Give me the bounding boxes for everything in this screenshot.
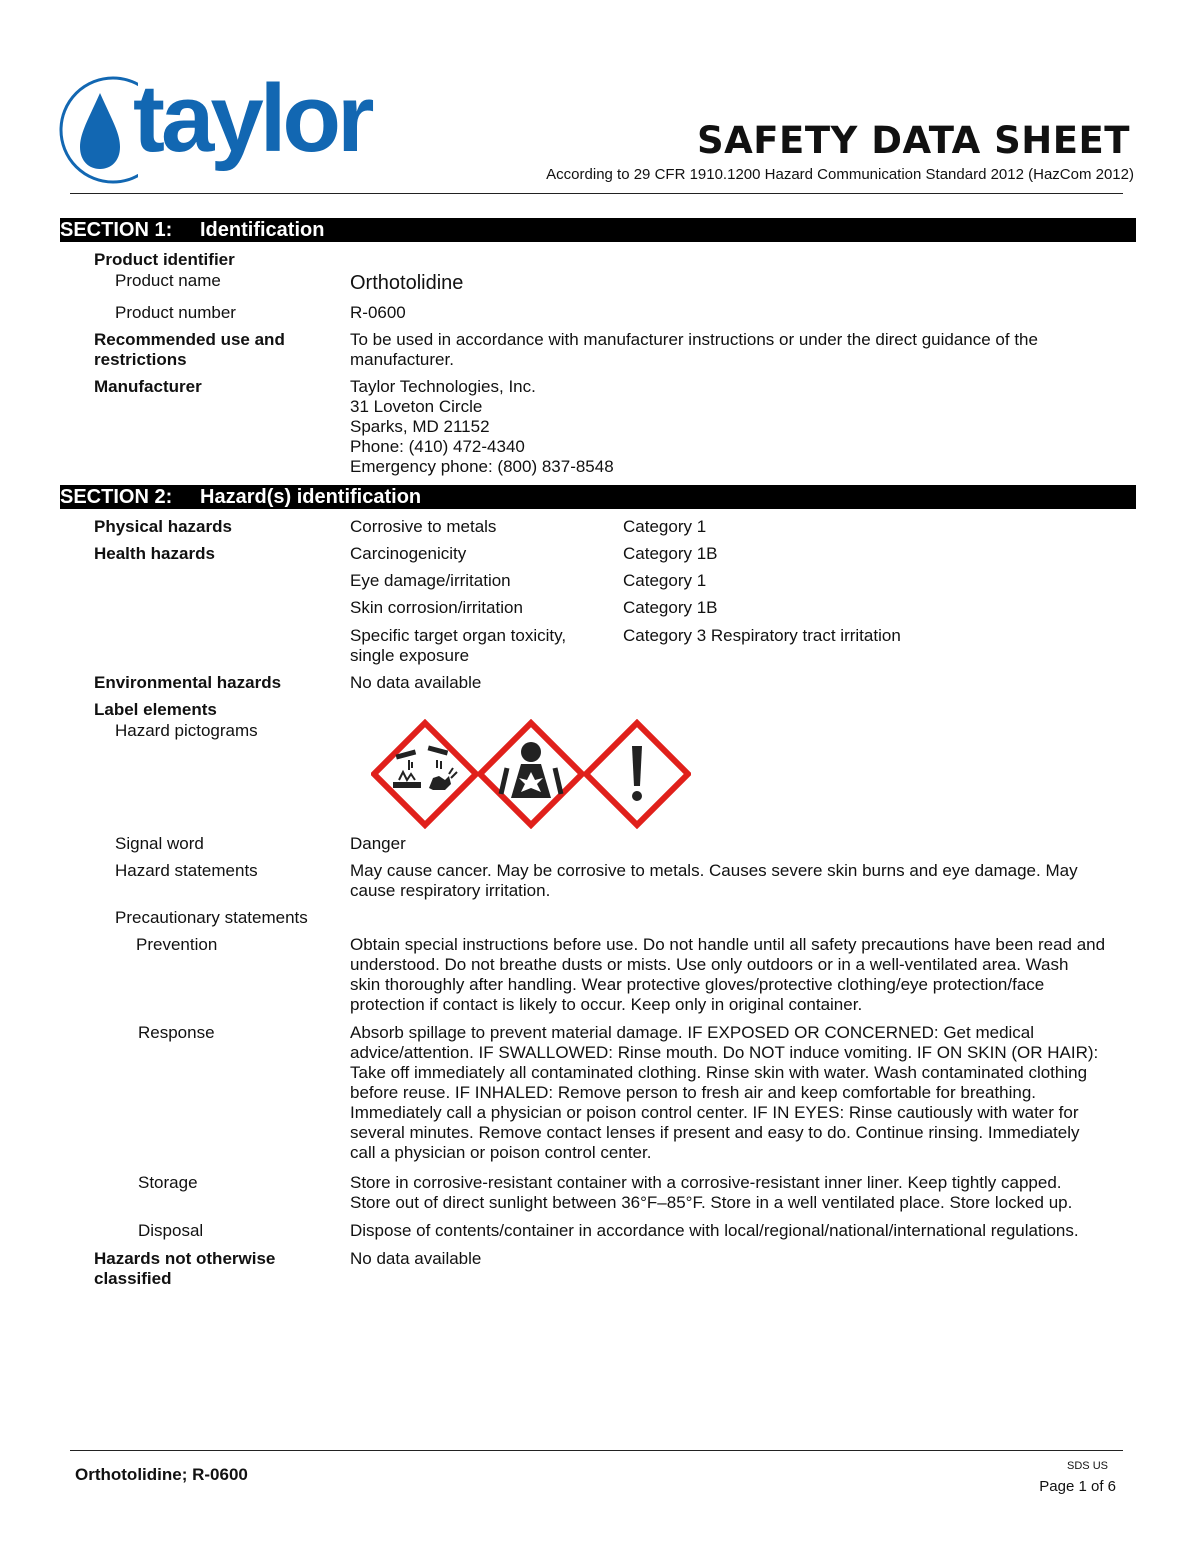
health-hazard-category: Category 1 [623,571,707,590]
hnoc-label-line2: classified [94,1269,172,1288]
hazard-pictograms [371,719,691,829]
stot-line1: Specific target organ toxicity, [350,626,567,645]
physical-hazards-label: Physical hazards [94,517,232,536]
hnoc-value: No data available [350,1249,482,1268]
storage-line: Store out of direct sunlight between 36°F–85°F. Store in a well ventilated place. Store locked up. [350,1193,1073,1212]
prevention-line: understood. Do not breathe dusts or mists. Use only outdoors or in a well-ventilated area. Wash [350,955,1069,974]
drop-logo-icon [58,75,138,185]
health-hazards-label: Health hazards [94,544,215,563]
hnoc-label-line1: Hazards not otherwise [94,1249,276,1268]
precautionary-statements-label: Precautionary statements [115,908,308,927]
section-2-number: SECTION 2: [60,486,173,508]
section-2-header [60,485,1136,509]
disposal-label: Disposal [138,1221,204,1240]
storage-label: Storage [138,1173,198,1192]
stot-line2: single exposure [350,646,470,665]
health-hazard-value: Carcinogenicity [350,544,467,563]
health-hazard-category: Category 1B [623,544,718,563]
footer-product: Orthotolidine; R-0600 [75,1465,248,1484]
product-number-value: R-0600 [350,303,406,322]
response-line: before reuse. IF INHALED: Remove person to fresh air and keep comfortable for breathing. [350,1083,1037,1102]
document-subtitle: According to 29 CFR 1910.1200 Hazard Communication Standard 2012 (HazCom 2012) [546,166,1134,183]
prevention-line: skin thoroughly after handling. Wear protective gloves/protective clothing/eye protection/face [350,975,1045,994]
hnoc-label [94,1249,275,1289]
taylor-logo [58,65,388,185]
hazard-statement-line: cause respiratory irritation. [350,881,551,900]
recommended-use-label-line2: restrictions [94,350,187,369]
corrosion-pictogram-icon [374,723,476,825]
manufacturer-address [350,377,1120,477]
storage-value [350,1173,1120,1213]
product-name-value: Orthotolidine [350,272,464,294]
health-hazard-category: Category 3 Respiratory tract irritation [623,626,901,645]
physical-hazard-value: Corrosive to metals [350,517,497,536]
section-1-number: SECTION 1: [60,219,173,241]
document-title: SAFETY DATA SHEET [696,119,1130,162]
environmental-hazards-value: No data available [350,673,482,692]
response-line: call a physician or poison control center. [350,1143,652,1162]
response-line: advice/attention. IF SWALLOWED: Rinse mouth. Do NOT induce vomiting. IF ON SKIN (OR HAIR): [350,1043,1099,1062]
storage-line: Store in corrosive-resistant container with a corrosive-resistant inner liner. Keep tightly capped. [350,1173,1062,1192]
health-hazard-pictogram-icon [480,723,582,825]
signal-word-label: Signal word [115,834,204,853]
footer-region: SDS US [1067,1460,1108,1472]
health-hazard-category: Category 1B [623,598,718,617]
response-label: Response [138,1023,215,1042]
response-value [350,1023,1120,1163]
manufacturer-street: 31 Loveton Circle [350,397,483,416]
health-hazard-value: Skin corrosion/irritation [350,598,523,617]
prevention-line: protection if contact is likely to occur. Keep only in original container. [350,995,863,1014]
response-line: Absorb spillage to prevent material damage. IF EXPOSED OR CONCERNED: Get medical [350,1023,1035,1042]
response-line: Take off immediately all contaminated clothing. Rinse skin with water. Wash contaminated clothing [350,1063,1088,1082]
recommended-use-label-line1: Recommended use and [94,330,285,349]
manufacturer-label: Manufacturer [94,377,202,396]
section-2-title: Hazard(s) identification [200,486,422,508]
response-line: several minutes. Remove contact lenses if present and easy to do. Continue rinsing. Immediately [350,1123,1080,1142]
recommended-use-value [350,330,1120,370]
recommended-use-line1: To be used in accordance with manufacturer instructions or under the direct guidance of the [350,330,1038,349]
footer-page-number: Page 1 of 6 [1039,1478,1116,1495]
section-1-header [60,218,1136,242]
hazard-statement-line: May cause cancer. May be corrosive to metals. Causes severe skin burns and eye damage. May [350,861,1078,880]
footer-divider [70,1450,1123,1451]
hazard-statements-value [350,861,1120,901]
physical-hazard-category: Category 1 [623,517,707,536]
product-number-label: Product number [115,303,236,322]
header-divider [70,193,1123,194]
prevention-line: Obtain special instructions before use. Do not handle until all safety precautions have been read and [350,935,1106,954]
hazard-pictograms-label: Hazard pictograms [115,721,258,740]
manufacturer-city: Sparks, MD 21152 [350,417,490,436]
prevention-value [350,935,1120,1015]
hazard-statements-label: Hazard statements [115,861,258,880]
response-line: Immediately call a physician or poison control center. IF IN EYES: Rinse cautiously with water for [350,1103,1079,1122]
exclamation-pictogram-icon [586,723,688,825]
manufacturer-name: Taylor Technologies, Inc. [350,377,536,396]
manufacturer-emergency-phone: Emergency phone: (800) 837-8548 [350,457,614,476]
prevention-label: Prevention [136,935,218,954]
signal-word-value: Danger [350,834,406,853]
health-hazard-value [350,626,566,666]
product-identifier-label: Product identifier [94,250,235,269]
disposal-value: Dispose of contents/container in accordance with local/regional/national/international regulations. [350,1221,1079,1240]
manufacturer-phone: Phone: (410) 472-4340 [350,437,525,456]
environmental-hazards-label: Environmental hazards [94,673,282,692]
health-hazard-value: Eye damage/irritation [350,571,511,590]
logo-wordmark: taylor [133,65,371,172]
section-1-title: Identification [200,219,325,241]
recommended-use-label [94,330,285,370]
label-elements-label: Label elements [94,700,217,719]
recommended-use-line2: manufacturer. [350,350,454,369]
product-name-label: Product name [115,271,221,290]
